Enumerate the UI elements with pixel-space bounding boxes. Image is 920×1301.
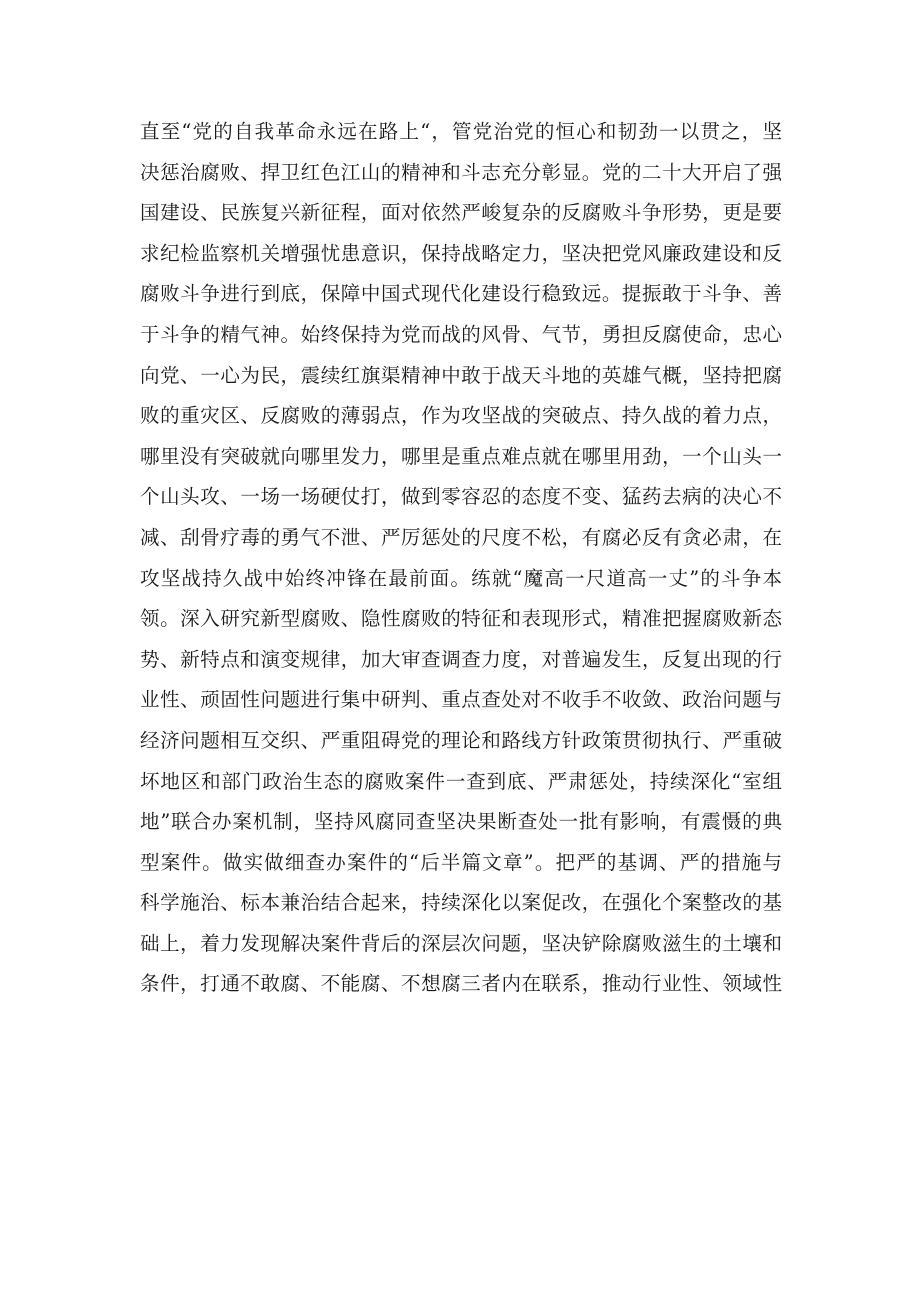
text-line: 坏地区和部门政治生态的腐败案件一查到底、严肃惩处，持续深化“室组 [140, 769, 782, 793]
text-line: 哪里没有突破就向哪里发力，哪里是重点难点就在哪里用劲，一个山头一 [140, 444, 782, 468]
text-line: 领。深入研究新型腐败、隐性腐败的特征和表现形式，精准把握腐败新态 [140, 607, 782, 631]
text-line: 减、刮骨疗毒的勇气不泄、严厉惩处的尺度不松，有腐必反有贪必肃，在 [140, 525, 782, 549]
text-line: 败的重灾区、反腐败的薄弱点，作为攻坚战的突破点、持久战的着力点， [140, 404, 782, 428]
text-line: 决惩治腐败、捍卫红色江山的精神和斗志充分彰显。党的二十大开启了强 [140, 160, 782, 184]
text-line: 国建设、民族复兴新征程，面对依然严峻复杂的反腐败斗争形势，更是要 [140, 201, 782, 225]
text-line: 攻坚战持久战中始终冲锋在最前面。练就“魔高一尺道高一丈”的斗争本 [140, 566, 782, 590]
text-line: 个山头攻、一场一场硬仗打，做到零容忍的态度不变、猛药去病的决心不 [140, 485, 782, 509]
text-line: 地”联合办案机制，坚持风腐同查坚决果断查处一批有影响，有震慑的典 [140, 810, 782, 834]
body-text [140, 112, 782, 1005]
text-line: 直至“党的自我革命永远在路上“，管党治党的恒心和韧劲一以贯之，坚 [140, 120, 782, 143]
text-line: 条件，打通不敢腐、不能腐、不想腐三者内在联系，推动行业性、领域性 [140, 972, 782, 996]
text-line: 求纪检监察机关增强忧患意识，保持战略定力，坚决把党风廉政建设和反 [140, 241, 782, 265]
text-line: 向党、一心为民，震续红旗渠精神中敢于战天斗地的英雄气概，坚持把腐 [140, 363, 782, 387]
text-line: 经济问题相互交织、严重阻碍党的理论和路线方针政策贯彻执行、严重破 [140, 728, 782, 752]
text-line: 科学施治、标本兼治结合起来，持续深化以案促改，在强化个案整改的基 [140, 891, 782, 915]
text-line: 势、新特点和演变规律，加大审查调查力度，对普遍发生，反复出现的行 [140, 647, 782, 671]
text-line: 础上，着力发现解决案件背后的深层次问题，坚决铲除腐败滋生的土壤和 [140, 931, 782, 955]
text-line: 腐败斗争进行到底，保障中国式现代化建设行稳致远。提振敢于斗争、善 [140, 282, 782, 306]
text-line: 业性、顽固性问题进行集中研判、重点查处对不收手不收敛、政治问题与 [140, 688, 782, 712]
text-line: 型案件。做实做细查办案件的“后半篇文章”。把严的基调、严的措施与 [140, 850, 782, 874]
text-line: 于斗争的精气神。始终保持为党而战的风骨、气节，勇担反腐使命，忠心 [140, 322, 782, 346]
